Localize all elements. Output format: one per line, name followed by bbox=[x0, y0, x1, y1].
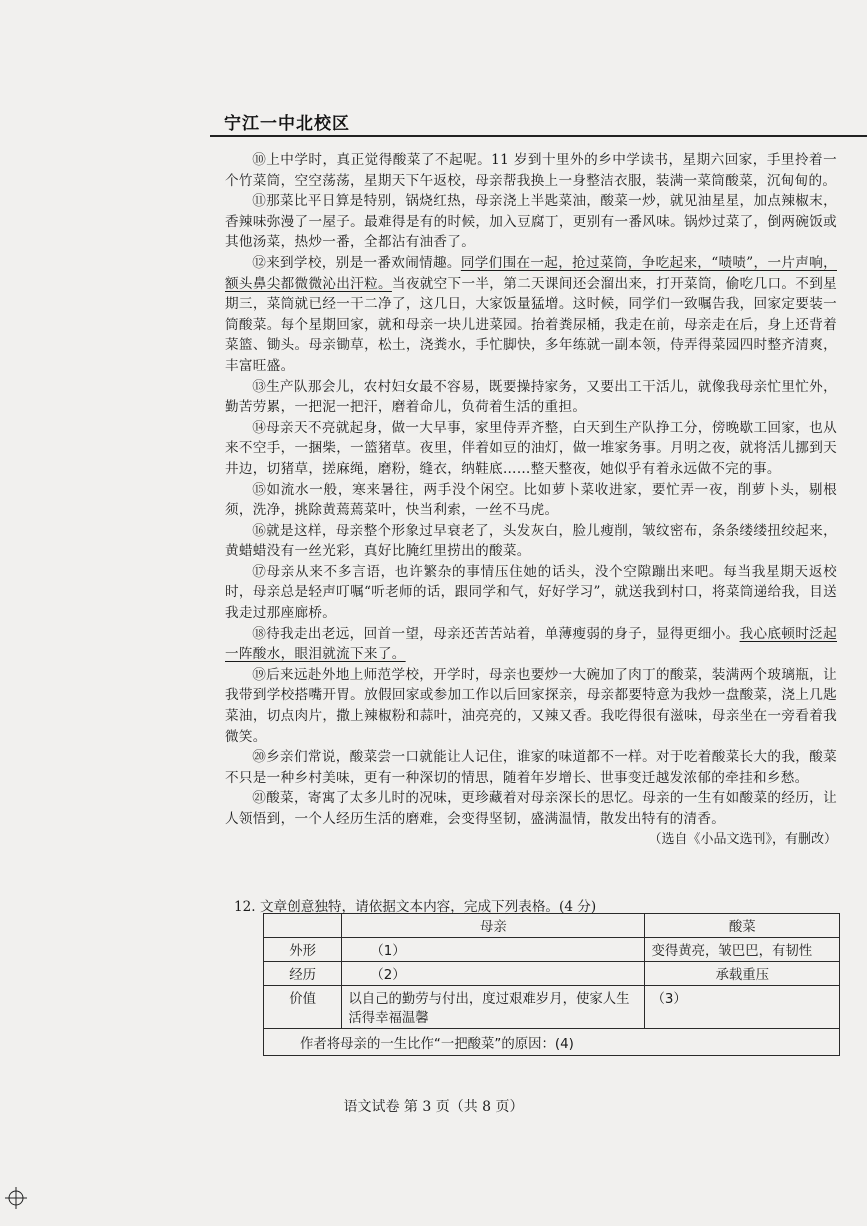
table-footer-cell: 作者将母亲的一生比作“一把酸菜”的原因：(4) bbox=[264, 1029, 840, 1056]
table-header-suancai: 酸菜 bbox=[645, 914, 840, 938]
table-header-mother: 母亲 bbox=[342, 914, 645, 938]
paragraph-number: ⑲ bbox=[252, 666, 267, 683]
article-paragraph bbox=[225, 747, 837, 788]
paragraph-text: 就是这样，母亲整个形象过早衰老了，头发灰白，脸儿瘦削，皱纹密布，条条缕缕扭绞起来，黄蜡蜡没有一丝光彩，真好比腌红里捞出的酸菜。 bbox=[225, 522, 837, 560]
registration-mark-icon bbox=[5, 1187, 27, 1209]
article-body bbox=[225, 150, 837, 850]
article-paragraph bbox=[225, 377, 837, 418]
article-paragraph bbox=[225, 624, 837, 665]
header-rule bbox=[210, 135, 867, 137]
suancai-cell: （3） bbox=[645, 986, 840, 1029]
answer-table bbox=[263, 913, 840, 1056]
paragraph-number: ⑱ bbox=[252, 625, 267, 642]
article-paragraph bbox=[225, 788, 837, 829]
article-paragraph bbox=[225, 480, 837, 521]
article-paragraph bbox=[225, 562, 837, 624]
article-paragraph bbox=[225, 418, 837, 480]
paragraph-number: ⑳ bbox=[252, 749, 267, 766]
paragraph-number: ㉑ bbox=[252, 790, 267, 807]
paragraph-text: 母亲天不亮就起身，做一大早事，家里侍弄齐整，白天到生产队挣工分，傍晚歇工回家，也从来不空手，一捆柴，一篮猪草。夜里，伴着如豆的油灯，做一堆家务事。月明之夜，就将活儿挪到天井边，切猪草，搓麻绳，磨粉，缝衣，纳鞋底……整天整夜，她似乎有着永远做不完的事。 bbox=[225, 419, 837, 477]
underlined-sentence: 同学们围在一起，抢过菜筒，争吃起来，“啧啧”，一片声响，额头鼻尖都微微沁出汗粒。 bbox=[225, 254, 837, 292]
article-paragraph bbox=[225, 665, 837, 747]
paragraph-text: 来到学校，别是一番欢闹情趣。 bbox=[266, 254, 461, 271]
table-row bbox=[264, 986, 840, 1029]
mother-cell: （2） bbox=[342, 962, 645, 986]
paragraph-text: 后来远赴外地上师范学校，开学时，母亲也要炒一大碗加了肉丁的酸菜，装满两个玻璃瓶，让我带到学校搭嘴开胃。放假回家或参加工作以后回家探亲，母亲都要特意为我炒一盘酸菜，浇上几匙菜油，切点肉片，撒上辣椒粉和蒜叶，油亮亮的，又辣又香。我吃得很有滋味，母亲坐在一旁看着我微笑。 bbox=[225, 666, 837, 745]
paragraph-text: 待我走出老远，回首一望，母亲还苦苦站着，单薄瘦弱的身子，显得更细小。 bbox=[266, 625, 740, 642]
paragraph-text: 乡亲们常说，酸菜尝一口就能让人记住，谁家的味道都不一样。对于吃着酸菜长大的我，酸菜不只是一种乡村美味，更有一种深切的情思，随着年岁增长、世事变迁越发浓郁的牵挂和乡愁。 bbox=[225, 749, 837, 786]
paragraph-text: 生产队那会儿，农村妇女最不容易，既要操持家务，又要出工干活儿，就像我母亲忙里忙外，勤苦劳累，一把泥一把汗，磨着命儿，负荷着生活的重担。 bbox=[225, 378, 837, 416]
paragraph-text: 上中学时，真正觉得酸菜了不起呢。11 岁到十里外的乡中学读书，星期六回家，手里拎着一个竹菜筒，空空荡荡，星期天下午返校，母亲帮我换上一身整洁衣服，装满一菜筒酸菜，沉甸甸的。 bbox=[225, 152, 837, 189]
source-note: （选自《小品文选刊》，有删改） bbox=[648, 831, 837, 847]
page-number: 语文试卷 第 3 页（共 8 页） bbox=[343, 1099, 524, 1115]
table-header-empty bbox=[264, 914, 342, 938]
paragraph-number: ⑰ bbox=[252, 563, 267, 580]
underlined-sentence: 我心底顿时泛起一阵酸水，眼泪就流下来了。 bbox=[225, 625, 837, 663]
article-paragraph bbox=[225, 150, 837, 191]
paragraph-number: ⑪ bbox=[252, 193, 267, 210]
suancai-cell: 承载重压 bbox=[645, 962, 840, 986]
paragraph-number: ⑫ bbox=[252, 254, 267, 271]
article-paragraph bbox=[225, 191, 837, 253]
row-label: 外形 bbox=[264, 938, 342, 962]
article-paragraph bbox=[225, 253, 837, 377]
row-label: 价值 bbox=[264, 986, 342, 1029]
question-number: 12. bbox=[234, 899, 256, 915]
mother-cell: 以自己的勤劳与付出，度过艰难岁月，使家人生活得幸福温馨 bbox=[342, 986, 645, 1029]
paragraph-number: ⑩ bbox=[252, 152, 267, 168]
question-12 bbox=[234, 895, 596, 915]
paragraph-number: ⑬ bbox=[252, 378, 267, 395]
school-header: 宁江一中北校区 bbox=[224, 114, 350, 134]
paragraph-number: ⑭ bbox=[252, 419, 267, 436]
mother-cell: （1） bbox=[342, 938, 645, 962]
table-footer-row bbox=[264, 1029, 840, 1056]
paragraph-number: ⑯ bbox=[252, 522, 267, 539]
paragraph-text: 当夜就空下一半，第二天课间还会溜出来，打开菜筒，偷吃几口。不到星期三，菜筒就已经一干二净了，这几日，大家饭量猛增。这时候，同学们一致嘱告我，回家定要装一筒酸菜。每个星期回家，就和母亲一块儿进菜园。抬着粪尿桶，我走在前，母亲走在后，身上还背着菜篮、锄头。母亲锄草，松土，浇粪水，手忙脚快，多年练就一副本领，侍弄得菜园四时整齐清爽，丰富旺盛。 bbox=[225, 275, 837, 374]
paragraph-text: 那菜比平日算是特别，锅烧红热，母亲浇上半匙菜油，酸菜一炒，就见油星星，加点辣椒末，香辣味弥漫了一屋子。最难得是有的时候，加入豆腐丁，更别有一番风味。锅炒过菜了，倒两碗饭或其他汤菜，热炒一番，全都沾有油香了。 bbox=[225, 193, 837, 251]
question-text: 文章创意独特，请依据文本内容，完成下列表格。(4 分) bbox=[259, 899, 597, 915]
paragraph-text: 母亲从来不多言语，也许繁杂的事情压住她的话头，没个空隙蹦出来吧。每当我星期天返校时，母亲总是轻声叮嘱“听老师的话，跟同学和气，好好学习”，就送我到村口，将菜筒递给我，目送我走过那座廊桥。 bbox=[225, 563, 837, 622]
article-paragraph bbox=[225, 521, 837, 562]
row-label: 经历 bbox=[264, 962, 342, 986]
paragraph-list bbox=[225, 150, 837, 830]
paragraph-number: ⑮ bbox=[252, 481, 267, 498]
table-header-row bbox=[264, 914, 840, 938]
suancai-cell: 变得黄亮，皱巴巴，有韧性 bbox=[645, 938, 840, 962]
paragraph-text: 如流水一般，寒来暑往，两手没个闲空。比如萝卜菜收进家，要忙弄一夜，削萝卜头，剔根须，洗净，挑除黄蔫蔫菜叶，快当利索，一丝不马虎。 bbox=[225, 481, 837, 519]
table-row bbox=[264, 938, 840, 962]
paragraph-text: 酸菜，寄寓了太多儿时的况味，更珍藏着对母亲深长的思忆。母亲的一生有如酸菜的经历，让人领悟到，一个人经历生活的磨难，会变得坚韧，盛满温情，散发出特有的清香。 bbox=[225, 790, 837, 827]
table-row bbox=[264, 962, 840, 986]
